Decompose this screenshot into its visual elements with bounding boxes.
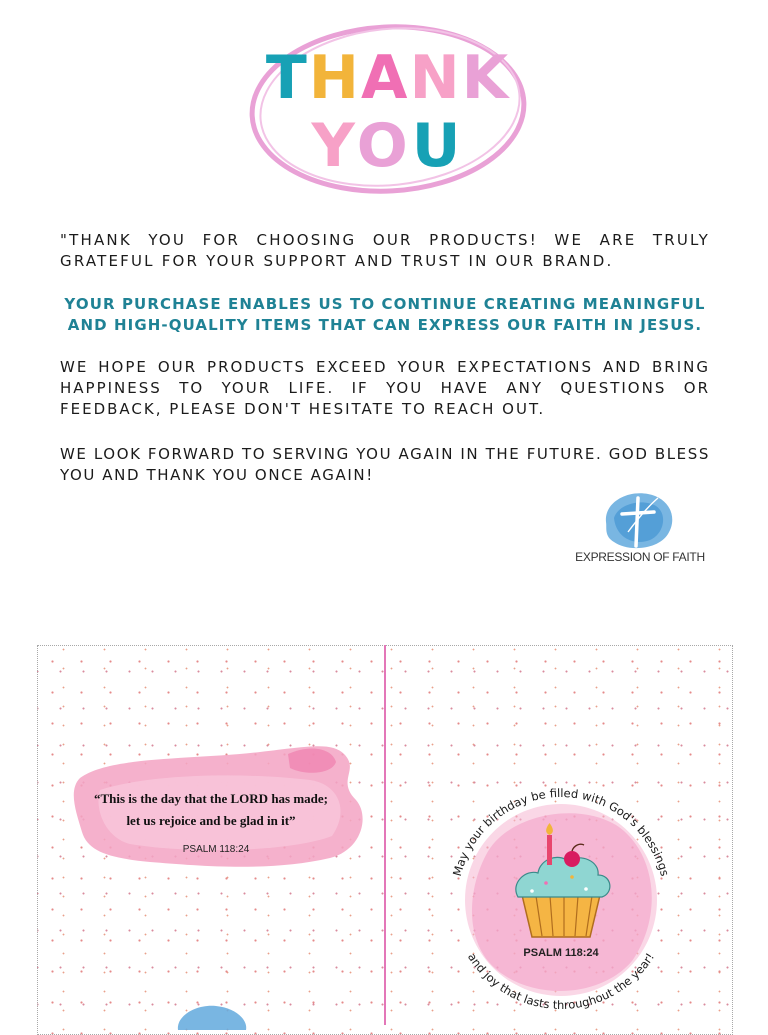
message-paragraph-2: YOUR PURCHASE ENABLES US TO CONTINUE CREATING MEANINGFUL AND HIGH-QUALITY ITEMS THAT CAN EXPRESS OUR FAITH IN JESUS. bbox=[64, 295, 706, 334]
verse-reference: PSALM 118:24 bbox=[182, 844, 250, 855]
message-paragraph-4: WE LOOK FORWARD TO SERVING YOU AGAIN IN THE FUTURE. GOD BLESS YOU AND THANK YOU ONCE AGAIN! bbox=[60, 445, 711, 484]
bible-verse bbox=[76, 788, 346, 832]
logo-letter: Y bbox=[311, 111, 357, 181]
card-panel-right bbox=[386, 645, 732, 1025]
cross-on-watercolor-icon bbox=[172, 1000, 252, 1030]
logo-letter: O bbox=[356, 111, 412, 181]
message-paragraph-1: "THANK YOU FOR CHOOSING OUR PRODUCTS! WE ARE TRULY GRATEFUL FOR YOUR SUPPORT AND TRUST IN OUR BRAND. bbox=[60, 231, 710, 270]
brand-name: EXPRESSION OF FAITH bbox=[575, 550, 705, 564]
verse-line-2: let us rejoice and be glad in it” bbox=[126, 813, 296, 828]
logo-line-you bbox=[310, 111, 464, 181]
verse-line-1: “This is the day that the LORD has made; bbox=[93, 791, 329, 806]
birthday-blessing-badge bbox=[426, 765, 696, 1035]
logo-line-thank bbox=[266, 43, 511, 113]
thank-you-logo-art bbox=[238, 14, 538, 204]
blessing-arc-bottom: and joy that lasts throughout the year! bbox=[465, 950, 657, 1013]
thank-you-logo bbox=[238, 14, 538, 204]
logo-letter: H bbox=[308, 43, 361, 113]
message-paragraph-3: WE HOPE OUR PRODUCTS EXCEED YOUR EXPECTATIONS AND BRING HAPPINESS TO YOUR LIFE. IF YOU HAVE ANY QUESTIONS OR FEEDBACK, PLEASE DON'T HESITATE TO REACH OUT. bbox=[60, 358, 710, 418]
card-panel-left bbox=[38, 645, 384, 1025]
brand-signature bbox=[566, 488, 716, 570]
cross-on-watercolor-icon bbox=[598, 488, 678, 552]
logo-letter: U bbox=[411, 111, 465, 181]
logo-letter: K bbox=[461, 43, 511, 113]
logo-letter: A bbox=[361, 43, 410, 113]
logo-letter: N bbox=[409, 43, 462, 113]
birthday-verse-reference: PSALM 118:24 bbox=[523, 947, 599, 959]
logo-letter: T bbox=[265, 43, 309, 113]
blessing-arc-top: May your birthday be filled with God's blessings bbox=[449, 785, 673, 878]
